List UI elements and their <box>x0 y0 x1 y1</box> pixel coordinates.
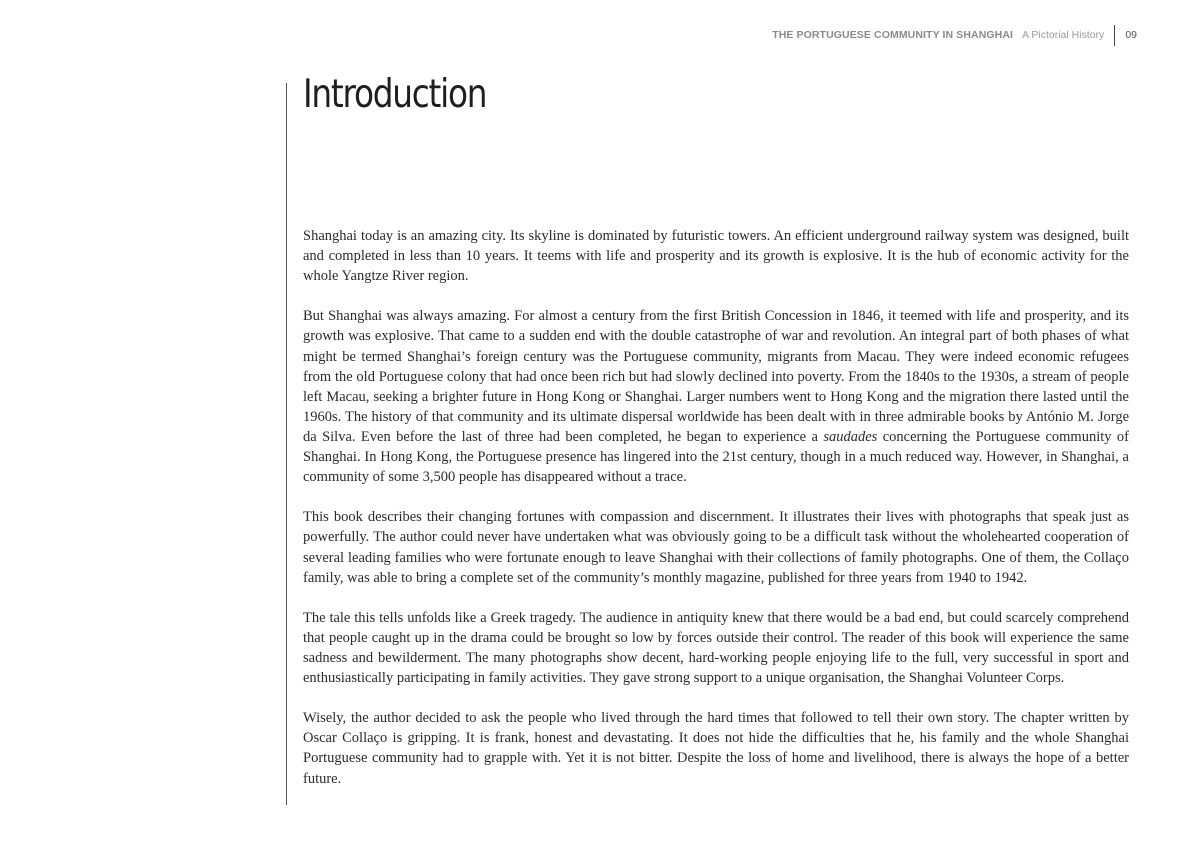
italic-term: saudades <box>823 428 878 445</box>
running-header <box>772 25 1137 45</box>
paragraph-5: Wisely, the author decided to ask the people who lived through the hard times that followed to tell their own story. The chapter written by Oscar Collaço is gripping. It is frank, honest and devastating. It does not hide the difficulties that he, his family and the whole Shanghai Portuguese community had to grapple with. Yet it is not bitter. Despite the loss of home and livelihood, there is always the hope of a better future. <box>303 710 1129 787</box>
body-text <box>303 226 1129 789</box>
paragraph-2-text-start: But Shanghai was always amazing. For almost a century from the first British Concession in 1846, it teemed with life and prosperity, and its growth was explosive. That came to a sudden end with the double catastrophe of war and revolution. An integral part of both phases of what might be termed Shanghai’s foreign century was the Portuguese community, migrants from Macau. They were indeed economic refugees from the old Portuguese colony that had once been rich but had slowly declined into poverty. From the 1840s to the 1930s, a stream of people left Macau, seeking a brighter future in Hong Kong or Shanghai. Larger numbers went to Hong Kong and the migration there lasted until the 1960s. The history of that community and its ultimate dispersal worldwide has been dealt with in three admirable books by António M. Jorge da Silva. Even before the last of three had been completed, he began to experience a <box>303 308 1129 445</box>
book-title: THE PORTUGUESE COMMUNITY IN SHANGHAI <box>772 29 1014 41</box>
paragraph-1: Shanghai today is an amazing city. Its skyline is dominated by futuristic towers. An efficient underground railway system was designed, built and completed in less than 10 years. It teems with life and prosperity and its growth is explosive. It is the hub of economic activity for the whole Yangtze River region. <box>303 228 1129 285</box>
chapter-title: Introduction <box>303 72 487 117</box>
margin-rule <box>286 83 287 805</box>
paragraph-4: The tale this tells unfolds like a Greek tragedy. The audience in antiquity knew that there would be a bad end, but could scarcely comprehend that people caught up in the drama could be brought so low by forces outside their control. The reader of this book will experience the same sadness and bewilderment. The many photographs show decent, hard-working people enjoying life to the full, very successful in sport and enthusiastically participating in family activities. They gave strong support to a unique organisation, the Shanghai Volunteer Corps. <box>303 609 1129 687</box>
page-number: 09 <box>1125 29 1137 41</box>
paragraph-2-text-end: concerning the Portuguese community of Shanghai. In Hong Kong, the Portuguese presence has lingered into the 21st century, though in a much reduced way. However, in Shanghai, a community of some 3,500 people has disappeared without a trace. <box>303 428 1129 486</box>
paragraph-3: This book describes their changing fortunes with compassion and discernment. It illustrates their lives with photographs that speak just as powerfully. The author could never have undertaken what was obviously going to be a difficult task without the wholehearted cooperation of several leading families who were fortunate enough to leave Shanghai with their collections of family photographs. One of them, the Collaço family, was able to bring a complete set of the community’s monthly magazine, published for three years from 1940 to 1942. <box>303 509 1129 586</box>
book-subtitle: A Pictorial History <box>1022 29 1105 41</box>
header-divider <box>1114 25 1115 46</box>
paragraph-2 <box>303 306 1129 487</box>
